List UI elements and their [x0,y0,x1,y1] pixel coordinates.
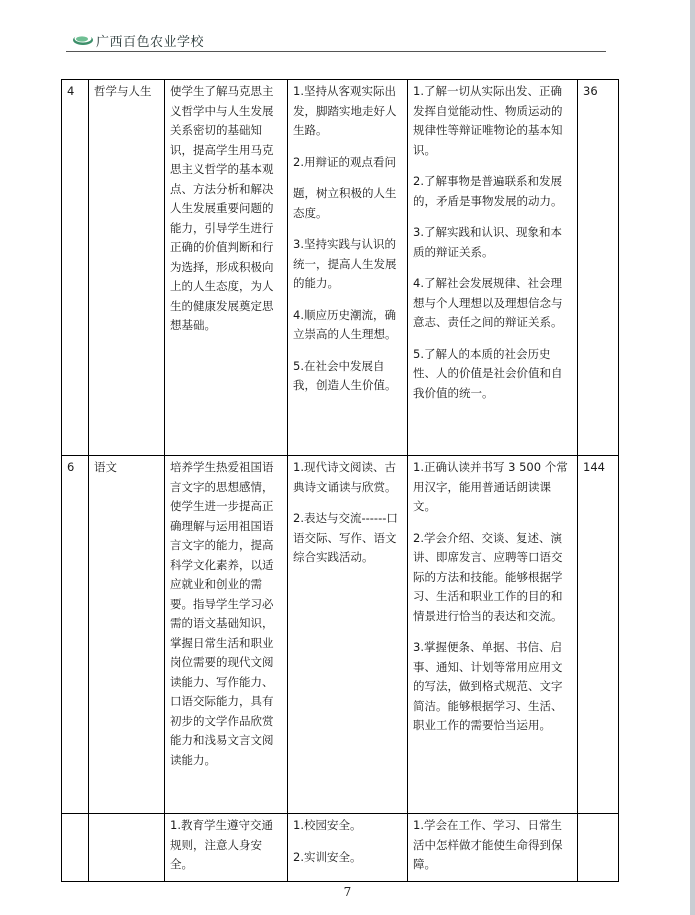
content-item: 2.表达与交流------口语交际、写作、语文综合实践活动。 [293,511,398,564]
course-name-cell [89,814,165,882]
course-number-cell: 6 [62,456,89,814]
course-hours-cell [578,814,619,882]
course-table [61,79,619,882]
requirement-item: 3.掌握便条、单据、书信、启事、通知、计划等常用应用文的写法，做到格式规范、文字简洁。能够根据学习、生活、职业工作的需要恰当运用。 [413,640,563,732]
content-item: 1.现代诗文阅读、古典诗文诵读与欣赏。 [293,460,397,494]
requirement-item: 1.正确认读并书写 3 500 个常用汉字，能用普通话朗读课文。 [413,460,568,513]
course-contents-cell [288,814,408,882]
requirement-item: 5.了解人的本质的社会历史性、人的价值是社会价值和自我价值的统一。 [413,346,563,400]
requirement-item: 3.了解实践和认识、现象和本质的辩证关系。 [413,225,562,259]
course-name-cell: 哲学与人生 [89,80,165,456]
course-requirements-cell [408,80,578,456]
course-requirements-cell [408,456,578,814]
course-hours-cell: 36 [578,80,619,456]
content-item: 4.顺应历史潮流，确立崇高的人生理想。 [293,307,397,341]
page-number: 7 [343,885,352,899]
content-item: 1.坚持从客观实际出发，脚踏实地走好人生路。 [293,84,397,137]
requirement-item: 2.了解事物是普遍联系和发展的，矛盾是事物发展的动力。 [413,174,563,208]
course-requirements-cell [408,814,578,882]
header-divider [66,51,606,52]
course-contents-cell [288,456,408,814]
course-number-cell: 4 [62,80,89,456]
requirement-item: 4.了解社会发展规律、社会理想与个人理想以及理想信念与意志、责任之间的辩证关系。 [413,276,563,329]
page-edge [690,0,695,915]
content-item: 3.坚持实践与认识的统一，提高人生发展的能力。 [293,237,397,290]
requirement-item: 1.学会在工作、学习、日常生活中怎样做才能使生命得到保障。 [413,818,563,871]
table-row [62,80,619,456]
course-objective-cell: 1.教育学生遵守交通规则，注意人身安全。 [165,814,288,882]
content-item: 题，树立积极的人生态度。 [293,186,397,220]
content-item: 1.校园安全。 [293,818,362,832]
course-number-cell [62,814,89,882]
requirement-item: 2.学会介绍、交谈、复述、演讲、即席发言、应聘等口语交际的方法和技能。能够根据学习、生活和职业工作的目的和情景进行恰当的表达和交流。 [413,530,563,623]
course-name-cell: 语文 [89,456,165,814]
content-item: 2.实训安全。 [293,849,362,864]
school-name: 广西百色农业学校 [96,35,205,50]
course-hours-cell: 144 [578,456,619,814]
content-item: 2.用辩证的观点看问 [293,154,396,169]
requirement-item: 1.了解一切从实际出发、正确发挥自觉能动性、物质运动的规律性等辩证唯物论的基本知识。 [413,84,563,157]
page-header [66,30,606,56]
course-objective-cell: 培养学生热爱祖国语言文字的思想感情，使学生进一步提高正确理解与运用祖国语言文字的能力，提高科学文化素养，以适应就业和创业的需要。指导学生学习必需的语文基础知识，掌握日常生活和职业岗位需要的现代文阅读能力、写作能力、口语交际能力，具有初步的文学作品欣赏能力和浅易文言文阅读能力。 [165,456,288,814]
table-row [62,814,619,882]
course-contents-cell [288,80,408,456]
content-item: 5.在社会中发展自我，创造人生价值。 [293,358,397,392]
course-objective-cell: 使学生了解马克思主义哲学中与人生发展关系密切的基础知识，提高学生用马克思主义哲学的基本观点、方法分析和解决人生发展重要问题的能力，引导学生进行正确的价值判断和行为选择，形成积极向上的人生态度，为人生的健康发展奠定思想基础。 [165,80,288,456]
school-logo-icon [72,32,94,46]
table-row [62,456,619,814]
